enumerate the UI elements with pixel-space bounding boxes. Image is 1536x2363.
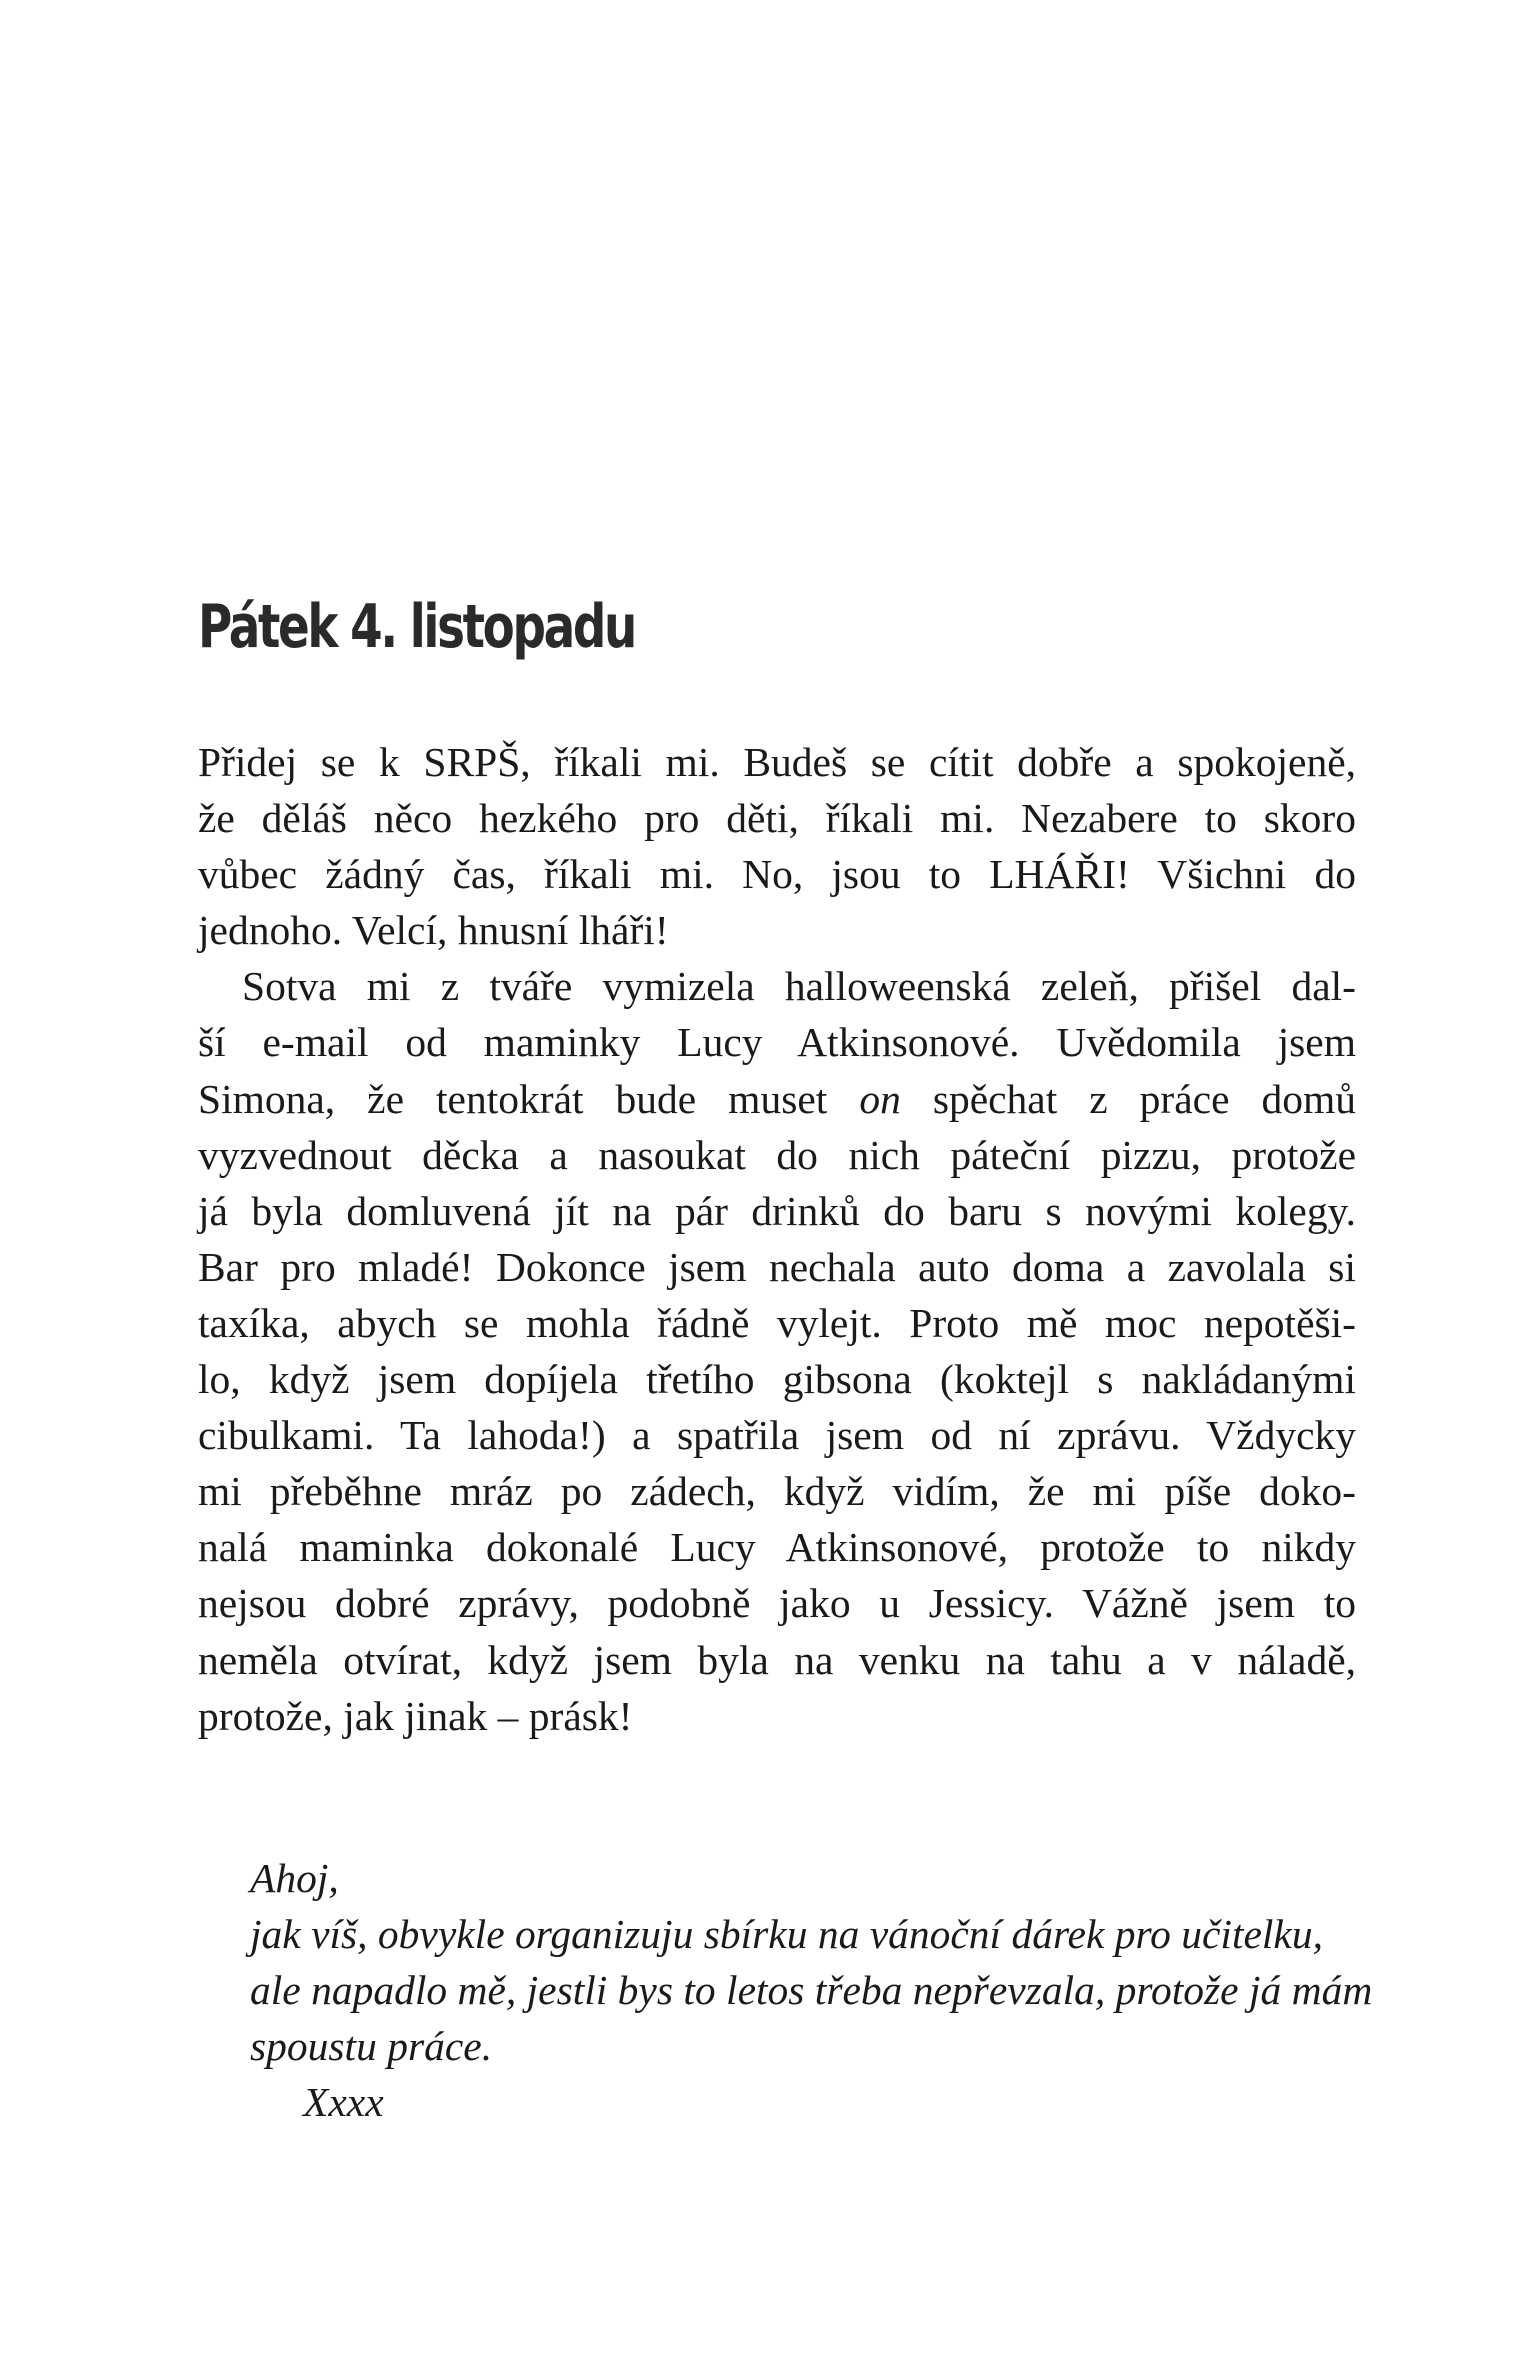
text-line: Přidej se k SRPŠ, říkali mi. Budeš se cítit dobře a spokojeně, — [198, 739, 1356, 785]
email-line: ale napadlo mě, jestli bys to letos třeba nepřevzala, protože já mám — [250, 1967, 1373, 2014]
text-segment: spěchat z práce domů — [932, 1075, 1357, 1122]
email-line: spoustu práce. — [250, 2023, 493, 2070]
text-line: já byla domluvená jít na pár drinků do baru s novými kolegy. — [198, 1187, 1356, 1234]
emphasized-word: on — [859, 1075, 901, 1122]
text-line: vůbec žádný čas, říkali mi. No, jsou to LHÁŘI! Všichni do — [198, 851, 1356, 898]
body-text — [198, 734, 1356, 1744]
text-line-mixed — [198, 1071, 1356, 1127]
text-segment: Simona, že tentokrát bude muset — [198, 1075, 828, 1122]
text-line: vyzvednout děcka a nasoukat do nich páteční pizzu, protože — [198, 1131, 1356, 1178]
chapter-heading: Pátek 4. listopadu — [198, 592, 636, 662]
text-line: ší e-mail od maminky Lucy Atkinsonové. Uvědomila jsem — [198, 1019, 1356, 1066]
text-line: nalá maminka dokonalé Lucy Atkinsonové, protože to nikdy — [198, 1524, 1356, 1571]
text-line: taxíka, abych se mohla řádně vylejt. Proto mě moc nepotěši- — [198, 1299, 1356, 1346]
text-line: lo, když jsem dopíjela třetího gibsona (koktejl s nakládanými — [198, 1356, 1356, 1403]
text-line: Sotva mi z tváře vymizela halloweenská zeleň, přišel dal- — [242, 963, 1356, 1010]
text-line: jednoho. Velcí, hnusní lháři! — [198, 907, 669, 954]
email-greeting: Ahoj, — [250, 1855, 339, 1901]
text-line: mi přeběhne mráz po zádech, když vidím, že mi píše doko- — [198, 1468, 1356, 1515]
text-line: neměla otvírat, když jsem byla na venku na tahu a v náladě, — [198, 1636, 1356, 1683]
text-line: nejsou dobré zprávy, podobně jako u Jessicy. Vážně jsem to — [198, 1580, 1356, 1627]
text-line: cibulkami. Ta lahoda!) a spatřila jsem od ní zprávu. Vždycky — [198, 1412, 1356, 1459]
text-line: protože, jak jinak – prásk! — [198, 1692, 633, 1739]
email-signature: Xxxx — [303, 2079, 384, 2126]
text-line: Bar pro mladé! Dokonce jsem nechala auto doma a zavolala si — [198, 1243, 1356, 1290]
email-line: jak víš, obvykle organizuju sbírku na vánoční dárek pro učitelku, — [250, 1911, 1323, 1958]
quoted-email — [250, 1850, 1373, 2130]
text-line: že děláš něco hezkého pro děti, říkali mi. Nezabere to skoro — [198, 795, 1356, 842]
